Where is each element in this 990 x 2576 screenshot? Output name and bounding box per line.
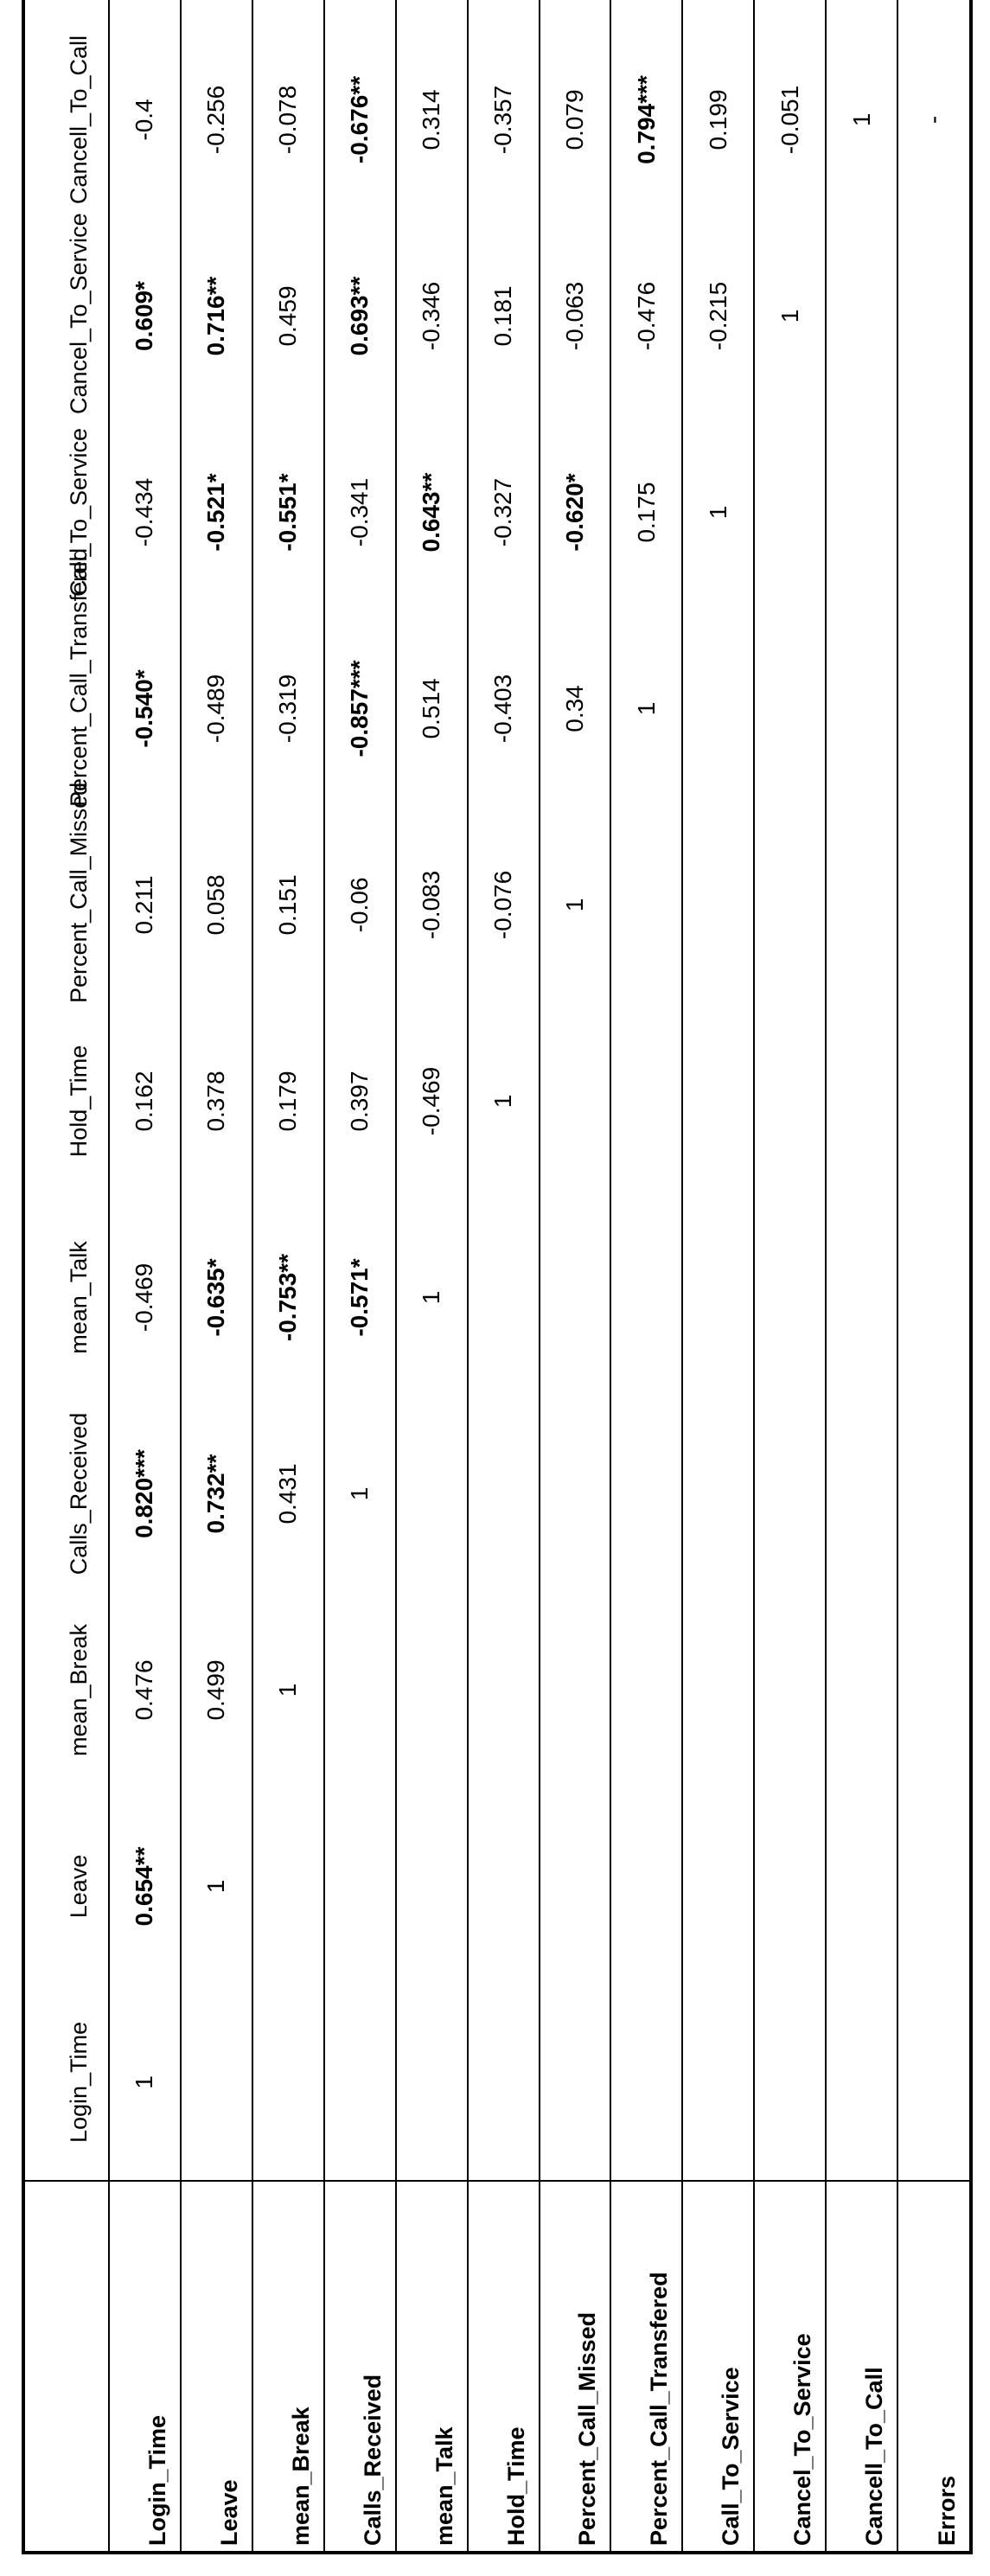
correlation-cell [754,414,826,610]
correlation-cell [610,1788,682,1985]
correlation-cell [754,1788,826,1985]
correlation-cell [468,1985,540,2181]
correlation-cell: 0.175 [610,414,682,610]
correlation-cell [826,1003,897,1199]
correlation-cell: 0.431 [252,1396,324,1592]
correlation-cell: 0.162 [109,1003,181,1199]
correlation-cell: 1 [181,1788,252,1985]
correlation-cell [826,0,897,22]
correlation-cell [396,1396,468,1592]
correlation-cell: 0.314 [396,22,468,218]
correlation-cell [754,807,826,1003]
table-row [468,0,540,2553]
correlation-cell [181,1985,252,2181]
correlation-cell: -0.469 [396,1003,468,1199]
correlation-cell [540,1788,611,1985]
correlation-cell: 0.397 [324,1003,396,1199]
correlation-cell [682,1199,754,1396]
correlation-cell [897,1985,971,2181]
correlation-cell [682,1985,754,2181]
correlation-cell [754,1396,826,1592]
correlation-cell [826,610,897,807]
correlation-cell [610,807,682,1003]
correlation-cell [468,1199,540,1396]
correlation-cell [396,0,468,22]
row-header: Cancel_To_Service [754,2181,826,2553]
correlation-cell [897,1592,971,1788]
correlation-cell: -0.635* [181,1199,252,1396]
correlation-cell: 0.151 [252,807,324,1003]
correlation-cell: -0.06 [324,807,396,1003]
correlation-cell: -0.076 [468,807,540,1003]
correlation-cell: -0.469 [109,1199,181,1396]
column-header: Hold_Time [66,1045,92,1158]
correlation-cell [682,1788,754,1985]
column-header: Cancell_To_Call [66,35,92,205]
table-row [396,0,468,2553]
correlation-cell [897,414,971,610]
correlation-cell [826,1396,897,1592]
correlation-cell [897,218,971,414]
correlation-cell [540,1003,611,1199]
correlation-cell: -0.571* [324,1199,396,1396]
table-row [897,0,971,2553]
correlation-cell: 0.820*** [109,1396,181,1592]
correlation-cell [826,1985,897,2181]
correlation-cell: 0.459 [252,218,324,414]
column-header: Percent_Call_Missed [66,782,92,1003]
column-header: Login_Time [66,2021,92,2144]
correlation-cell [468,1592,540,1788]
correlation-cell: -0.215 [682,218,754,414]
correlation-cell [826,1199,897,1396]
correlation-cell [396,1788,468,1985]
correlation-cell [897,1003,971,1199]
correlation-cell [468,1396,540,1592]
correlation-cell: -0.521* [181,414,252,610]
correlation-cell [897,1396,971,1592]
correlation-cell [540,1985,611,2181]
correlation-table-container [22,22,973,2554]
correlation-cell: 1 [252,1592,324,1788]
column-header: Cancel_To_Service [66,213,92,414]
correlation-cell: 0.514 [396,610,468,807]
correlation-cell [396,1592,468,1788]
correlation-cell [826,1592,897,1788]
correlation-cell: -0.319 [252,610,324,807]
correlation-cell: -0.857*** [324,610,396,807]
correlation-cell [252,1788,324,1985]
column-header: mean_Break [66,1623,92,1757]
table-row [324,0,396,2553]
row-header: mean_Break [252,2181,324,2553]
correlation-cell: 0.199 [682,22,754,218]
correlation-cell [610,1396,682,1592]
correlation-cell: 0.609* [109,218,181,414]
correlation-cell [682,1396,754,1592]
correlation-cell [682,1003,754,1199]
correlation-cell [754,610,826,807]
row-header: Percent_Call_Missed [540,2181,611,2553]
correlation-cell [897,807,971,1003]
row-header: Hold_Time [468,2181,540,2553]
correlation-cell: 0.654** [109,1788,181,1985]
correlation-cell: -0.256 [181,22,252,218]
correlation-cell: -0.489 [181,610,252,807]
correlation-cell: 1 [754,218,826,414]
correlation-cell [610,1199,682,1396]
correlation-cell [610,0,682,22]
table-row [826,0,897,2553]
correlation-cell [324,1985,396,2181]
correlation-cell: 0.716** [181,218,252,414]
correlation-cell: 0.794*** [610,22,682,218]
correlation-cell: -0.434 [109,414,181,610]
correlation-cell [610,1592,682,1788]
table-header-row [23,0,109,2553]
column-header: Leave [66,1854,92,1919]
correlation-cell: 0.499 [181,1592,252,1788]
correlation-cell [610,1985,682,2181]
correlation-cell: 0.643** [396,414,468,610]
correlation-cell [754,1985,826,2181]
correlation-cell: -0.357 [468,22,540,218]
correlation-cell [324,1788,396,1985]
correlation-cell: -0.346 [396,218,468,414]
correlation-cell: -0.327 [468,414,540,610]
correlation-cell [754,1003,826,1199]
row-header: Leave [181,2181,252,2553]
table-row [682,0,754,2553]
correlation-cell: 0.179 [252,1003,324,1199]
correlation-cell: -0.551* [252,414,324,610]
column-header: mean_Talk [66,1241,92,1354]
correlation-cell: 0.378 [181,1003,252,1199]
correlation-cell: 0.058 [181,807,252,1003]
correlation-cell [826,807,897,1003]
correlation-cell [682,807,754,1003]
correlation-table [22,0,973,2554]
column-header [23,0,109,22]
correlation-cell: 1 [540,807,611,1003]
table-body [109,0,971,2553]
correlation-cell [540,0,611,22]
correlation-cell [540,1396,611,1592]
correlation-cell [540,1592,611,1788]
column-header: Percent_Call_Transfered [66,547,92,807]
correlation-cell: -0.078 [252,22,324,218]
row-header: Login_Time [109,2181,181,2553]
correlation-cell [324,1592,396,1788]
correlation-cell [682,610,754,807]
correlation-cell: 0.693** [324,218,396,414]
correlation-cell: -0.476 [610,218,682,414]
correlation-cell: 1 [109,1985,181,2181]
correlation-cell: -0.753** [252,1199,324,1396]
correlation-cell [610,1003,682,1199]
correlation-cell [897,1199,971,1396]
correlation-cell [754,1592,826,1788]
correlation-cell: - [897,22,971,218]
row-header: Errors [897,2181,971,2553]
correlation-cell: 0.732** [181,1396,252,1592]
table-row [109,0,181,2553]
correlation-cell [540,1199,611,1396]
correlation-cell [396,1985,468,2181]
correlation-cell: 0.476 [109,1592,181,1788]
column-header: Calls_Received [66,1412,92,1576]
correlation-cell: 1 [468,1003,540,1199]
table-row [252,0,324,2553]
correlation-cell [897,1788,971,1985]
correlation-cell: -0.540* [109,610,181,807]
correlation-cell [181,0,252,22]
correlation-cell: 1 [682,414,754,610]
correlation-cell: -0.403 [468,610,540,807]
correlation-cell: 0.34 [540,610,611,807]
correlation-cell: 1 [396,1199,468,1396]
correlation-cell: 0.211 [109,807,181,1003]
correlation-cell [897,610,971,807]
correlation-cell [252,0,324,22]
correlation-cell: -0.051 [754,22,826,218]
correlation-cell [682,1592,754,1788]
correlation-cell [252,1985,324,2181]
correlation-cell [826,414,897,610]
correlation-cell: -0.620* [540,414,611,610]
correlation-cell: 0.181 [468,218,540,414]
correlation-cell [897,0,971,22]
corner-cell [23,2181,109,2553]
table-row [610,0,682,2553]
table-row [754,0,826,2553]
correlation-cell: -0.083 [396,807,468,1003]
row-header: Percent_Call_Transfered [610,2181,682,2553]
correlation-cell [682,0,754,22]
correlation-cell [826,218,897,414]
correlation-cell: 1 [610,610,682,807]
correlation-cell: -0.063 [540,218,611,414]
correlation-cell [826,1788,897,1985]
correlation-cell [754,1199,826,1396]
correlation-cell [324,0,396,22]
table-row [181,0,252,2553]
row-header: Cancell_To_Call [826,2181,897,2553]
row-header: Call_To_Service [682,2181,754,2553]
correlation-cell [468,0,540,22]
correlation-cell: -0.4 [109,22,181,218]
correlation-cell: 1 [324,1396,396,1592]
correlation-cell: 0.079 [540,22,611,218]
correlation-cell [754,0,826,22]
table-row [540,0,611,2553]
correlation-cell: 1 [826,22,897,218]
row-header: mean_Talk [396,2181,468,2553]
correlation-cell [109,0,181,22]
row-header: Calls_Received [324,2181,396,2553]
correlation-cell [468,1788,540,1985]
correlation-cell: -0.676** [324,22,396,218]
correlation-cell: -0.341 [324,414,396,610]
column-header: Call_To_Service [66,427,92,598]
